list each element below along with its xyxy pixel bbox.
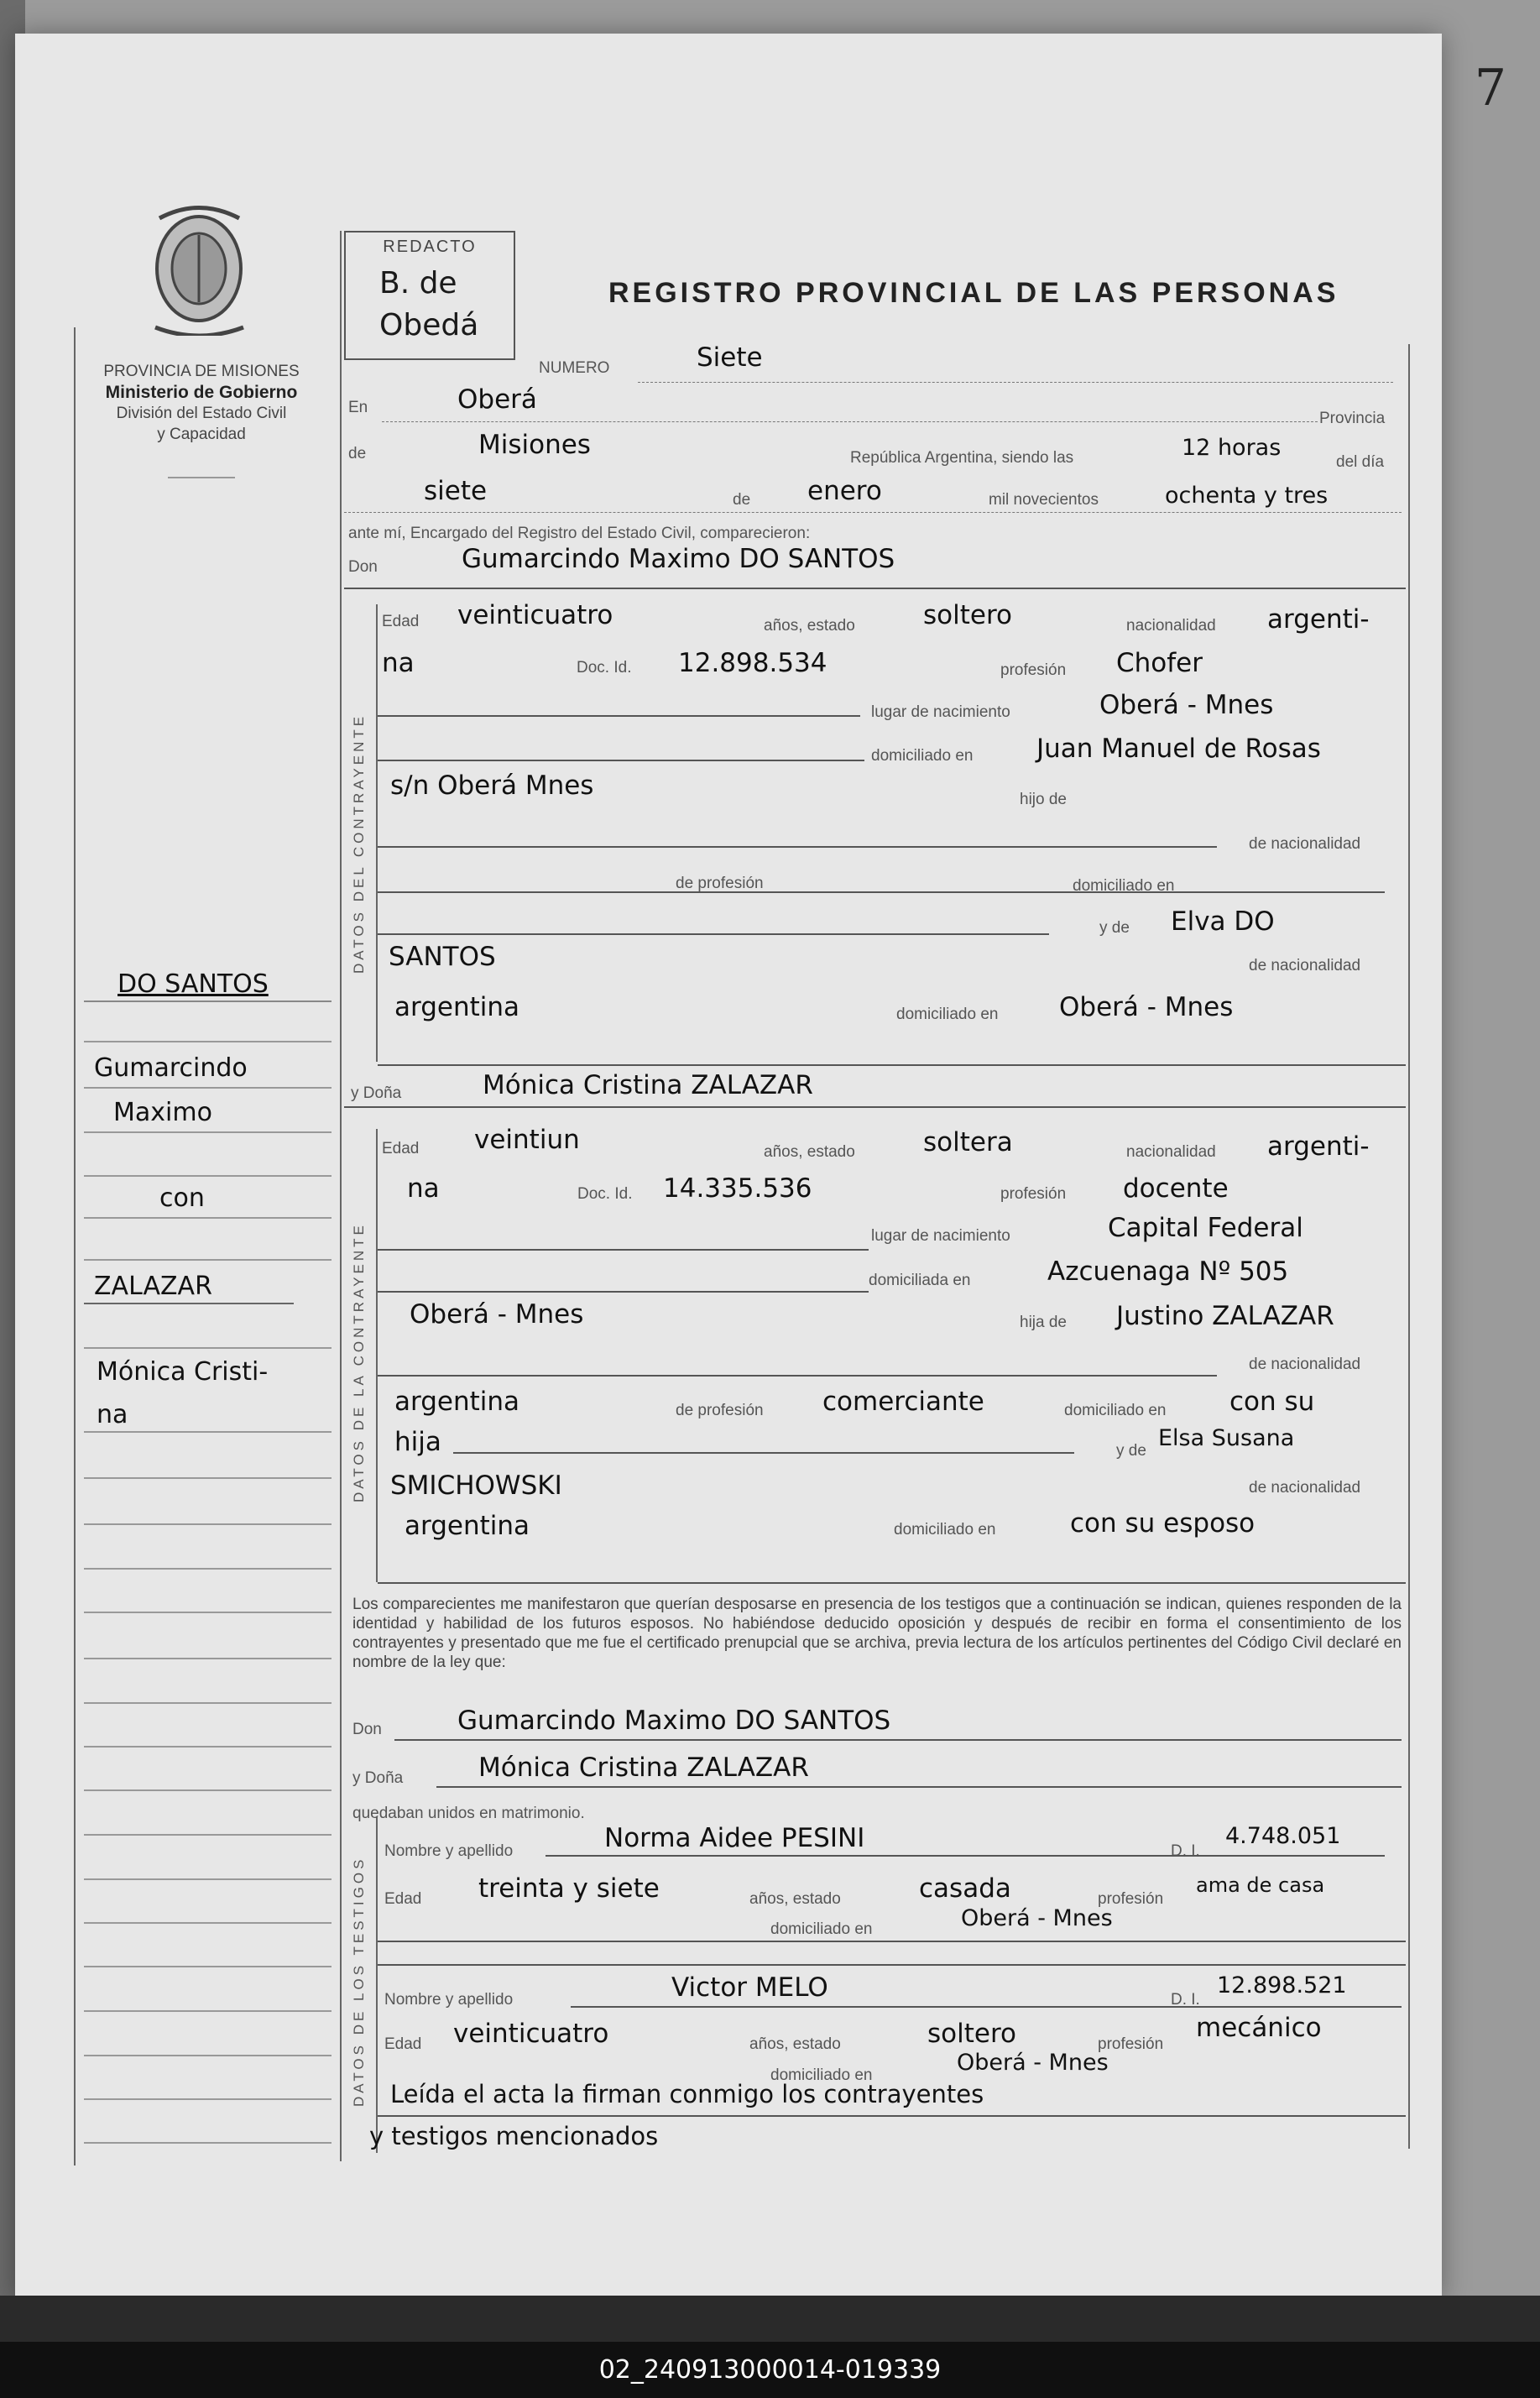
closing-line-2: y testigos mencionados [369, 2122, 659, 2150]
contrayente-side-label: DATOS DEL CONTRAYENTE [351, 713, 367, 974]
provincia-label: Provincia [1319, 410, 1386, 427]
margin-line [84, 1477, 331, 1479]
f-madre-value-2: SMICHOWSKI [390, 1471, 562, 1501]
de-label: de [348, 445, 367, 462]
c-prof-label: profesión [1000, 661, 1067, 679]
c-hijo-label: hijo de [1020, 791, 1067, 808]
c-dom-line [378, 760, 864, 761]
t1-nombre-line [546, 1855, 1385, 1857]
mil-label: mil novecientos [989, 491, 1099, 509]
f-nac-label: nacionalidad [1126, 1143, 1216, 1161]
t2-prof-value: mecánico [1196, 2013, 1322, 2043]
margin-line [84, 1568, 331, 1570]
f-de-prof-label: de profesión [676, 1402, 764, 1419]
decl-don-value: Gumarcindo Maximo DO SANTOS [457, 1706, 891, 1736]
redacto-box [344, 231, 515, 360]
testigos-separator [378, 1964, 1406, 1966]
redacto-label: REDACTO [383, 238, 477, 256]
margin-line [84, 1789, 331, 1791]
t1-dom-value: Oberá - Mnes [961, 1905, 1113, 1931]
t1-nombre-label: Nombre y apellido [384, 1842, 514, 1860]
c-lugar-line [378, 715, 860, 717]
margin-line [84, 1217, 331, 1219]
margin-surname-2: ZALAZAR [94, 1272, 212, 1301]
f-dom-line [378, 1291, 869, 1293]
c-estado-value: soltero [923, 600, 1012, 630]
don-label: Don [348, 558, 378, 576]
margin-line [84, 2055, 331, 2056]
don-value: Gumarcindo Maximo DO SANTOS [462, 544, 895, 574]
scan-identifier: 02_240913000014-019339 [0, 2342, 1540, 2398]
numero-value: Siete [697, 342, 763, 373]
f-dom-label: domiciliada en [869, 1272, 971, 1289]
f-prof-value: docente [1123, 1173, 1229, 1204]
margin-line [84, 1347, 331, 1349]
c-madre-dom-label: domiciliado en [896, 1006, 999, 1023]
c-y-de-label: y de [1099, 919, 1130, 937]
c-nac-value-2: na [382, 648, 415, 678]
testigos-bracket [376, 1817, 378, 2153]
c-madre-value-1: Elva DO [1171, 906, 1275, 937]
t2-nombre-line [571, 2006, 1402, 2008]
f-padre-dom-value-1: con su [1229, 1387, 1315, 1417]
t1-nombre-value: Norma Aidee PESINI [604, 1823, 865, 1853]
contrayenta-side-label: DATOS DE LA CONTRAYENTE [351, 1222, 367, 1502]
t1-prof-value: ama de casa [1196, 1873, 1325, 1897]
margin-line [84, 1175, 331, 1177]
en-line [382, 421, 1318, 422]
c-padre-line [378, 846, 1217, 848]
c-madre-line [378, 933, 1049, 935]
t1-estado-value: casada [919, 1873, 1011, 1904]
margin-given-3: Mónica Cristi- [97, 1357, 269, 1387]
anio-value: ochenta y tres [1165, 483, 1329, 509]
de2-label: de [733, 491, 751, 509]
margin-line [84, 1000, 331, 1002]
c-anios-label: años, estado [764, 617, 855, 635]
t2-prof-label: profesión [1098, 2035, 1164, 2053]
t1-di-label: D. I. [1171, 1842, 1200, 1860]
f-madre-dom-value: con su esposo [1070, 1508, 1255, 1539]
t2-estado-value: soltero [927, 2019, 1016, 2049]
margin-line [84, 1303, 294, 1304]
t1-dom-label: domiciliado en [770, 1920, 873, 1938]
declaration-text: Los comparecientes me manifestaron que querían desposarse en presencia de los testigos que a continuación se indican, quienes responden de la identidad y habilidad de los futuros esposos. No habiéndose deducido oposición y después de recibir en forma el consentimiento de los contrayentes y presentado que me fue el certificado prenupcial que se archiva, previa lectura de los artículos pertinentes del Código Civil declaré en nombre de la ley que: [352, 1596, 1402, 1671]
t2-dom-value: Oberá - Mnes [957, 2050, 1109, 2076]
t1-di-value: 4.748.051 [1225, 1823, 1341, 1849]
margin-line [84, 1131, 331, 1133]
c-doc-label: Doc. Id. [577, 659, 632, 677]
en-label: En [348, 399, 368, 416]
c-dom-label: domiciliado en [871, 747, 974, 765]
f-dom-value-2: Oberá - Mnes [410, 1299, 584, 1330]
f-padre-nac-value: argentina [394, 1387, 520, 1417]
dia-value: siete [424, 476, 488, 506]
f-madre-nac-value: argentina [405, 1511, 530, 1541]
page-number: 7 [1474, 59, 1506, 118]
en-value: Oberá [457, 384, 537, 415]
left-margin-rule [74, 327, 76, 2166]
f-lugar-line [378, 1249, 869, 1251]
f-padre-prof-value: comerciante [822, 1387, 984, 1417]
f-prof-label: profesión [1000, 1185, 1067, 1203]
margin-line [84, 1087, 331, 1089]
decl-dona-value: Mónica Cristina ZALAZAR [478, 1753, 809, 1783]
margin-line [84, 1523, 331, 1525]
decl-dona-label: y Doña [352, 1769, 404, 1787]
margin-line [84, 1658, 331, 1659]
c-dom-value-2: s/n Oberá Mnes [390, 771, 594, 801]
margin-line [84, 1878, 331, 1880]
issuer-capacidad: y Capacidad [157, 426, 246, 443]
t1-edad-value: treinta y siete [478, 1873, 660, 1904]
mes-value: enero [807, 476, 882, 506]
issuer-block [67, 361, 336, 445]
issuer-divider [168, 477, 235, 478]
f-doc-value: 14.335.536 [663, 1173, 812, 1204]
margin-surname-1: DO SANTOS [117, 969, 269, 999]
date-line [344, 512, 1402, 513]
f-estado-value: soltera [923, 1127, 1013, 1157]
c-lugar-value: Oberá - Mnes [1099, 690, 1274, 720]
contrayente-bottom-line [378, 1064, 1406, 1066]
margin-line [84, 1966, 331, 1967]
issuer-division: División del Estado Civil [116, 405, 287, 422]
f-nac-value-2: na [407, 1173, 440, 1204]
c-prof-value: Chofer [1116, 648, 1203, 678]
margin-given-4: na [97, 1400, 128, 1429]
f-padre-dom-value-2: hija [394, 1427, 441, 1457]
f-edad-label: Edad [382, 1140, 420, 1157]
margin-line [84, 1041, 331, 1042]
closing-line-1: Leída el acta la firman conmigo los contrayentes [390, 2080, 984, 2108]
decl-dona-line [436, 1786, 1402, 1788]
horas-value: 12 horas [1182, 435, 1282, 461]
margin-line [84, 1702, 331, 1704]
f-padre-value: Justino ZALAZAR [1116, 1301, 1334, 1331]
c-lugar-label: lugar de nacimiento [871, 703, 1010, 721]
c-madre-nac-value: argentina [394, 992, 520, 1022]
t2-dom-label: domiciliado en [770, 2066, 873, 2084]
testigos-side-label: DATOS DE LOS TESTIGOS [351, 1856, 367, 2107]
dona-value: Mónica Cristina ZALAZAR [483, 1070, 813, 1100]
main-right-rule [1408, 344, 1410, 2149]
f-padre-nac-line [378, 1375, 1217, 1377]
f-lugar-label: lugar de nacimiento [871, 1227, 1010, 1245]
f-doc-label: Doc. Id. [577, 1185, 633, 1203]
f-y-de-label: y de [1116, 1442, 1146, 1460]
f-de-nac-label: de nacionalidad [1249, 1356, 1361, 1373]
margin-given-2: Maximo [113, 1098, 212, 1127]
margin-line [84, 2142, 331, 2144]
provincia-value: Misiones [478, 430, 591, 460]
t2-di-value: 12.898.521 [1217, 1972, 1347, 1998]
redacto-value-2: Obedá [379, 308, 479, 342]
c-edad-label: Edad [382, 613, 420, 630]
margin-con: con [159, 1183, 205, 1213]
c-nac-value-1: argenti- [1267, 604, 1370, 635]
t1-edad-label: Edad [384, 1890, 422, 1908]
quedaban-text: quedaban unidos en matrimonio. [352, 1805, 585, 1822]
f-hija-label: hija de [1020, 1314, 1067, 1331]
c-doc-value: 12.898.534 [678, 648, 827, 678]
contrayente-bracket [376, 604, 378, 1062]
c-de-prof-label: de profesión [676, 875, 764, 892]
margin-line [84, 2010, 331, 2012]
f-madre-value-1: Elsa Susana [1158, 1425, 1295, 1451]
f-madre-dom-label: domiciliado en [894, 1521, 996, 1539]
margin-line [84, 1834, 331, 1836]
margin-line [84, 1431, 331, 1433]
redacto-value-1: B. de [379, 266, 457, 300]
decl-don-label: Don [352, 1721, 382, 1738]
contrayenta-bracket [376, 1129, 378, 1582]
c-madre-dom-value: Oberá - Mnes [1059, 992, 1234, 1022]
c-madre-de-nac-label: de nacionalidad [1249, 957, 1361, 974]
margin-line [84, 1612, 331, 1613]
c-dom-value-1: Juan Manuel de Rosas [1036, 734, 1321, 764]
f-madre-de-nac-label: de nacionalidad [1249, 1479, 1361, 1497]
margin-line [84, 1922, 331, 1924]
main-left-rule [340, 231, 342, 2161]
document-title: REGISTRO PROVINCIAL DE LAS PERSONAS [608, 277, 1339, 309]
t1-prof-label: profesión [1098, 1890, 1164, 1908]
republica-label: República Argentina, siendo las [850, 449, 1074, 467]
f-nac-value-1: argenti- [1267, 1131, 1370, 1162]
t2-nombre-value: Victor MELO [671, 1972, 828, 2003]
t2-nombre-label: Nombre y apellido [384, 1991, 514, 2009]
f-padre-dom-label: domiciliado en [1064, 1402, 1167, 1419]
margin-line [84, 1746, 331, 1748]
c-edad-value: veinticuatro [457, 600, 613, 630]
c-padre-prof-line [378, 891, 1385, 893]
f-edad-value: veintiun [474, 1125, 580, 1155]
numero-line [638, 382, 1393, 383]
don-line [344, 588, 1406, 589]
f-lugar-value: Capital Federal [1108, 1213, 1303, 1243]
c-de-nac-label: de nacionalidad [1249, 835, 1361, 853]
margin-line [84, 1259, 331, 1261]
margin-given-1: Gumarcindo [94, 1053, 248, 1083]
c-dom2-label: domiciliado en [1073, 877, 1175, 895]
c-nac-label: nacionalidad [1126, 617, 1216, 635]
contrayenta-bottom-line [378, 1582, 1406, 1584]
f-anios-label: años, estado [764, 1143, 855, 1161]
ante-mi-text: ante mí, Encargado del Registro del Estado Civil, comparecieron: [348, 525, 811, 542]
f-madre-line [453, 1452, 1074, 1454]
scan-bottom-shadow [0, 2296, 1540, 2346]
decl-don-line [394, 1739, 1402, 1741]
issuer-ministry: Ministerio de Gobierno [105, 383, 298, 402]
t2-di-label: D. I. [1171, 1991, 1200, 2009]
dona-label: y Doña [351, 1084, 402, 1102]
del-dia-label: del día [1336, 453, 1385, 471]
provincial-emblem-icon [143, 201, 256, 336]
t2-edad-label: Edad [384, 2035, 422, 2053]
t2-edad-value: veinticuatro [453, 2019, 609, 2049]
t1-anios-label: años, estado [749, 1890, 841, 1908]
t1-dom-line [378, 1941, 1406, 1942]
dona-line [344, 1106, 1406, 1108]
c-madre-value-2: SANTOS [389, 942, 496, 972]
numero-label: NUMERO [539, 359, 610, 377]
closing-line-rule [378, 2115, 1406, 2117]
margin-line [84, 2098, 331, 2100]
t2-anios-label: años, estado [749, 2035, 841, 2053]
issuer-province: PROVINCIA DE MISIONES [103, 363, 300, 380]
f-dom-value-1: Azcuenaga Nº 505 [1047, 1256, 1289, 1287]
